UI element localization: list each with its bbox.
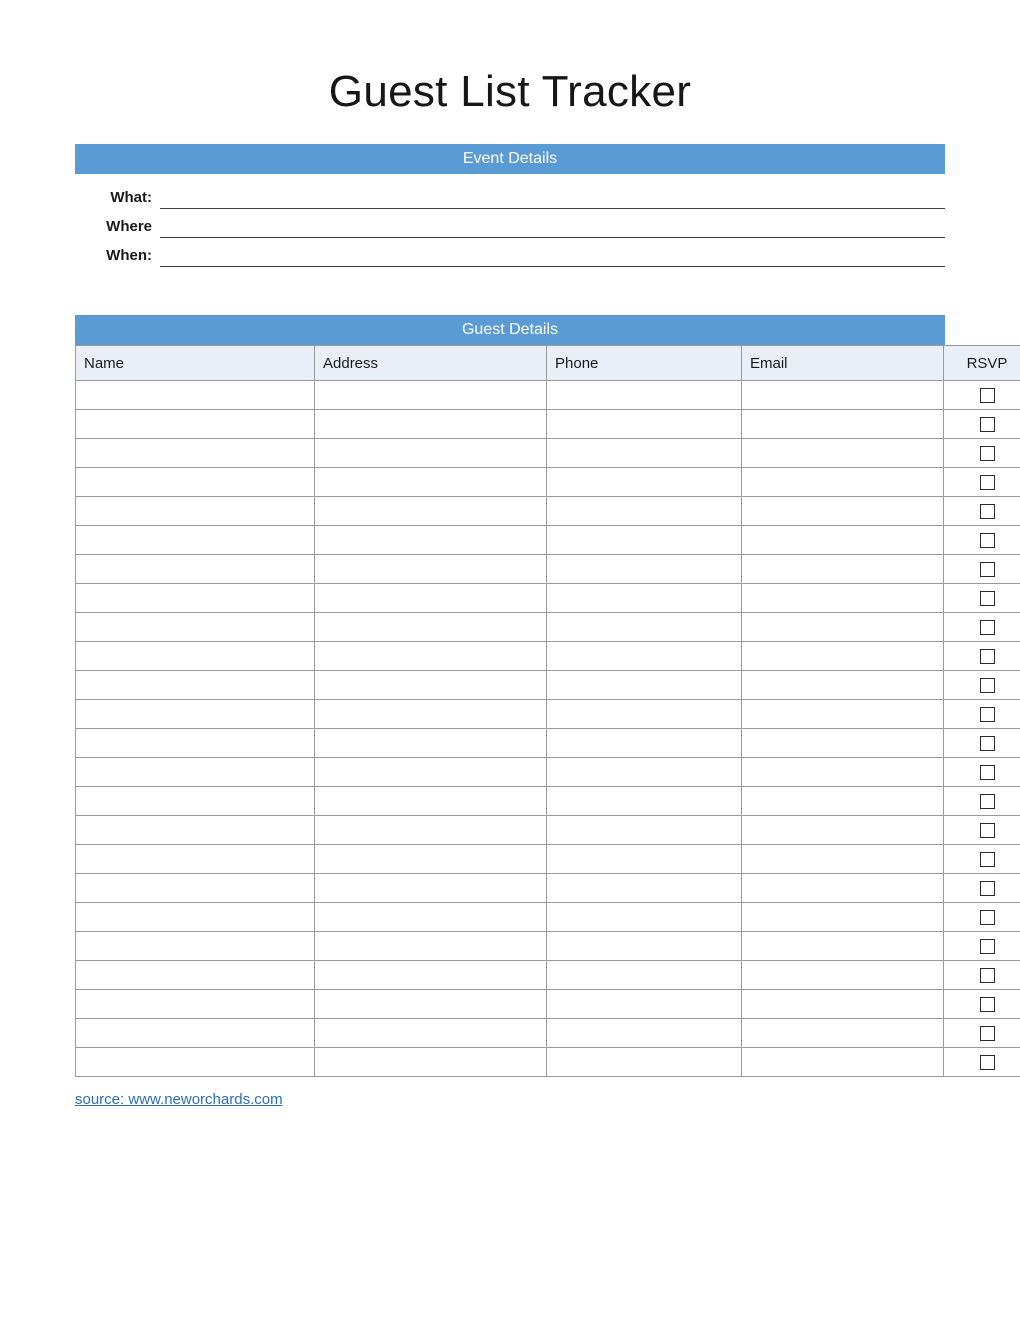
cell-rsvp[interactable]	[944, 729, 1020, 758]
cell-email[interactable]	[742, 932, 944, 961]
event-details-band: Event Details	[75, 144, 945, 174]
cell-name[interactable]	[76, 787, 315, 816]
cell-phone[interactable]	[547, 497, 742, 526]
cell-email[interactable]	[742, 555, 944, 584]
cell-phone[interactable]	[547, 468, 742, 497]
cell-address[interactable]	[315, 729, 547, 758]
cell-rsvp[interactable]	[944, 758, 1020, 787]
table-row	[76, 1019, 1020, 1048]
table-row	[76, 845, 1020, 874]
cell-phone[interactable]	[547, 787, 742, 816]
cell-phone[interactable]	[547, 642, 742, 671]
guest-details-section	[75, 315, 1008, 1077]
cell-name[interactable]	[76, 1019, 315, 1048]
cell-email[interactable]	[742, 410, 944, 439]
cell-name[interactable]	[76, 555, 315, 584]
guest-table	[75, 345, 1020, 1077]
rsvp-checkbox[interactable]	[980, 823, 995, 838]
cell-phone[interactable]	[547, 613, 742, 642]
table-row	[76, 526, 1020, 555]
cell-name[interactable]	[76, 758, 315, 787]
cell-name[interactable]	[76, 613, 315, 642]
cell-phone[interactable]	[547, 961, 742, 990]
cell-email[interactable]	[742, 526, 944, 555]
table-row	[76, 381, 1020, 410]
cell-email[interactable]	[742, 816, 944, 845]
cell-name[interactable]	[76, 526, 315, 555]
cell-address[interactable]	[315, 1048, 547, 1077]
cell-email[interactable]	[742, 439, 944, 468]
cell-address[interactable]	[315, 555, 547, 584]
cell-address[interactable]	[315, 932, 547, 961]
table-row	[76, 410, 1020, 439]
table-row	[76, 642, 1020, 671]
rsvp-checkbox[interactable]	[980, 707, 995, 722]
cell-rsvp[interactable]	[944, 526, 1020, 555]
column-header-rsvp: RSVP	[944, 346, 1020, 381]
cell-rsvp[interactable]	[944, 903, 1020, 932]
cell-rsvp[interactable]	[944, 555, 1020, 584]
event-field-when	[75, 238, 945, 267]
cell-email[interactable]	[742, 961, 944, 990]
guest-table-head	[76, 346, 1020, 381]
cell-name[interactable]	[76, 439, 315, 468]
table-row	[76, 468, 1020, 497]
cell-phone[interactable]	[547, 555, 742, 584]
cell-email[interactable]	[742, 1019, 944, 1048]
cell-email[interactable]	[742, 613, 944, 642]
cell-name[interactable]	[76, 584, 315, 613]
event-field-when-input[interactable]	[160, 241, 945, 267]
event-field-what-input[interactable]	[160, 183, 945, 209]
cell-name[interactable]	[76, 845, 315, 874]
column-header-phone: Phone	[547, 346, 742, 381]
rsvp-checkbox[interactable]	[980, 620, 995, 635]
cell-phone[interactable]	[547, 758, 742, 787]
cell-email[interactable]	[742, 874, 944, 903]
cell-name[interactable]	[76, 700, 315, 729]
rsvp-checkbox[interactable]	[980, 649, 995, 664]
event-details-section	[75, 144, 945, 267]
cell-address[interactable]	[315, 1019, 547, 1048]
cell-rsvp[interactable]	[944, 990, 1020, 1019]
cell-email[interactable]	[742, 729, 944, 758]
cell-rsvp[interactable]	[944, 816, 1020, 845]
guest-table-body	[76, 381, 1020, 1077]
cell-phone[interactable]	[547, 816, 742, 845]
rsvp-checkbox[interactable]	[980, 939, 995, 954]
event-field-what	[75, 180, 945, 209]
table-row	[76, 758, 1020, 787]
cell-rsvp[interactable]	[944, 468, 1020, 497]
cell-email[interactable]	[742, 468, 944, 497]
sheet	[75, 0, 1008, 1109]
cell-email[interactable]	[742, 758, 944, 787]
table-row	[76, 584, 1020, 613]
cell-phone[interactable]	[547, 990, 742, 1019]
cell-address[interactable]	[315, 497, 547, 526]
cell-phone[interactable]	[547, 671, 742, 700]
table-row	[76, 555, 1020, 584]
cell-name[interactable]	[76, 1048, 315, 1077]
table-row	[76, 1048, 1020, 1077]
cell-email[interactable]	[742, 990, 944, 1019]
table-row	[76, 497, 1020, 526]
rsvp-checkbox[interactable]	[980, 765, 995, 780]
cell-name[interactable]	[76, 903, 315, 932]
rsvp-checkbox[interactable]	[980, 417, 995, 432]
cell-phone[interactable]	[547, 1048, 742, 1077]
cell-rsvp[interactable]	[944, 845, 1020, 874]
event-field-what-label: What:	[110, 189, 152, 207]
cell-name[interactable]	[76, 990, 315, 1019]
cell-phone[interactable]	[547, 903, 742, 932]
cell-email[interactable]	[742, 845, 944, 874]
table-row	[76, 613, 1020, 642]
cell-address[interactable]	[315, 758, 547, 787]
event-field-where-input[interactable]	[160, 212, 945, 238]
rsvp-checkbox[interactable]	[980, 504, 995, 519]
rsvp-checkbox[interactable]	[980, 736, 995, 751]
cell-email[interactable]	[742, 1048, 944, 1077]
cell-name[interactable]	[76, 816, 315, 845]
cell-name[interactable]	[76, 874, 315, 903]
cell-rsvp[interactable]	[944, 497, 1020, 526]
table-row	[76, 932, 1020, 961]
cell-name[interactable]	[76, 729, 315, 758]
cell-rsvp[interactable]	[944, 439, 1020, 468]
rsvp-checkbox[interactable]	[980, 881, 995, 896]
cell-address[interactable]	[315, 990, 547, 1019]
cell-rsvp[interactable]	[944, 613, 1020, 642]
cell-rsvp[interactable]	[944, 787, 1020, 816]
cell-name[interactable]	[76, 468, 315, 497]
event-field-where-label: Where	[106, 218, 152, 236]
cell-phone[interactable]	[547, 526, 742, 555]
cell-phone[interactable]	[547, 1019, 742, 1048]
column-header-address: Address	[315, 346, 547, 381]
rsvp-checkbox[interactable]	[980, 1055, 995, 1070]
cell-address[interactable]	[315, 439, 547, 468]
event-field-when-label: When:	[106, 247, 152, 265]
cell-email[interactable]	[742, 584, 944, 613]
guest-details-band: Guest Details	[75, 315, 945, 345]
table-row	[76, 439, 1020, 468]
cell-email[interactable]	[742, 671, 944, 700]
rsvp-checkbox[interactable]	[980, 591, 995, 606]
cell-address[interactable]	[315, 410, 547, 439]
rsvp-checkbox[interactable]	[980, 678, 995, 693]
cell-name[interactable]	[76, 961, 315, 990]
cell-address[interactable]	[315, 613, 547, 642]
table-row	[76, 990, 1020, 1019]
cell-address[interactable]	[315, 874, 547, 903]
cell-rsvp[interactable]	[944, 1019, 1020, 1048]
rsvp-checkbox[interactable]	[980, 533, 995, 548]
cell-phone[interactable]	[547, 845, 742, 874]
rsvp-checkbox[interactable]	[980, 388, 995, 403]
cell-phone[interactable]	[547, 932, 742, 961]
table-row	[76, 961, 1020, 990]
cell-name[interactable]	[76, 497, 315, 526]
rsvp-checkbox[interactable]	[980, 794, 995, 809]
rsvp-checkbox[interactable]	[980, 910, 995, 925]
table-row	[76, 787, 1020, 816]
cell-rsvp[interactable]	[944, 961, 1020, 990]
cell-phone[interactable]	[547, 700, 742, 729]
cell-address[interactable]	[315, 526, 547, 555]
table-row	[76, 903, 1020, 932]
table-row	[76, 874, 1020, 903]
rsvp-checkbox[interactable]	[980, 968, 995, 983]
cell-address[interactable]	[315, 787, 547, 816]
cell-rsvp[interactable]	[944, 1048, 1020, 1077]
column-header-name: Name	[76, 346, 315, 381]
cell-address[interactable]	[315, 903, 547, 932]
cell-address[interactable]	[315, 816, 547, 845]
cell-email[interactable]	[742, 381, 944, 410]
cell-address[interactable]	[315, 584, 547, 613]
cell-name[interactable]	[76, 642, 315, 671]
cell-email[interactable]	[742, 700, 944, 729]
cell-rsvp[interactable]	[944, 874, 1020, 903]
cell-phone[interactable]	[547, 381, 742, 410]
cell-phone[interactable]	[547, 584, 742, 613]
source-link[interactable]: source: www.neworchards.com	[75, 1091, 283, 1109]
cell-phone[interactable]	[547, 729, 742, 758]
cell-name[interactable]	[76, 410, 315, 439]
cell-phone[interactable]	[547, 410, 742, 439]
cell-rsvp[interactable]	[944, 584, 1020, 613]
rsvp-checkbox[interactable]	[980, 852, 995, 867]
cell-email[interactable]	[742, 642, 944, 671]
table-row	[76, 729, 1020, 758]
rsvp-checkbox[interactable]	[980, 562, 995, 577]
cell-address[interactable]	[315, 845, 547, 874]
cell-name[interactable]	[76, 671, 315, 700]
column-header-email: Email	[742, 346, 944, 381]
cell-email[interactable]	[742, 787, 944, 816]
page-title: Guest List Tracker	[328, 67, 692, 116]
cell-name[interactable]	[76, 381, 315, 410]
cell-address[interactable]	[315, 468, 547, 497]
cell-address[interactable]	[315, 700, 547, 729]
rsvp-checkbox[interactable]	[980, 1026, 995, 1041]
cell-address[interactable]	[315, 381, 547, 410]
cell-name[interactable]	[76, 932, 315, 961]
rsvp-checkbox[interactable]	[980, 997, 995, 1012]
cell-rsvp[interactable]	[944, 932, 1020, 961]
rsvp-checkbox[interactable]	[980, 446, 995, 461]
cell-email[interactable]	[742, 903, 944, 932]
source-note	[75, 1091, 945, 1108]
cell-rsvp[interactable]	[944, 642, 1020, 671]
guest-table-header-row	[76, 346, 1020, 381]
cell-rsvp[interactable]	[944, 671, 1020, 700]
cell-address[interactable]	[315, 671, 547, 700]
cell-phone[interactable]	[547, 439, 742, 468]
cell-address[interactable]	[315, 642, 547, 671]
cell-email[interactable]	[742, 497, 944, 526]
cell-rsvp[interactable]	[944, 700, 1020, 729]
event-field-where	[75, 209, 945, 238]
table-row	[76, 671, 1020, 700]
cell-rsvp[interactable]	[944, 410, 1020, 439]
table-row	[76, 700, 1020, 729]
cell-address[interactable]	[315, 961, 547, 990]
event-details-fields	[75, 174, 945, 267]
table-row	[76, 816, 1020, 845]
cell-phone[interactable]	[547, 874, 742, 903]
cell-rsvp[interactable]	[944, 381, 1020, 410]
rsvp-checkbox[interactable]	[980, 475, 995, 490]
